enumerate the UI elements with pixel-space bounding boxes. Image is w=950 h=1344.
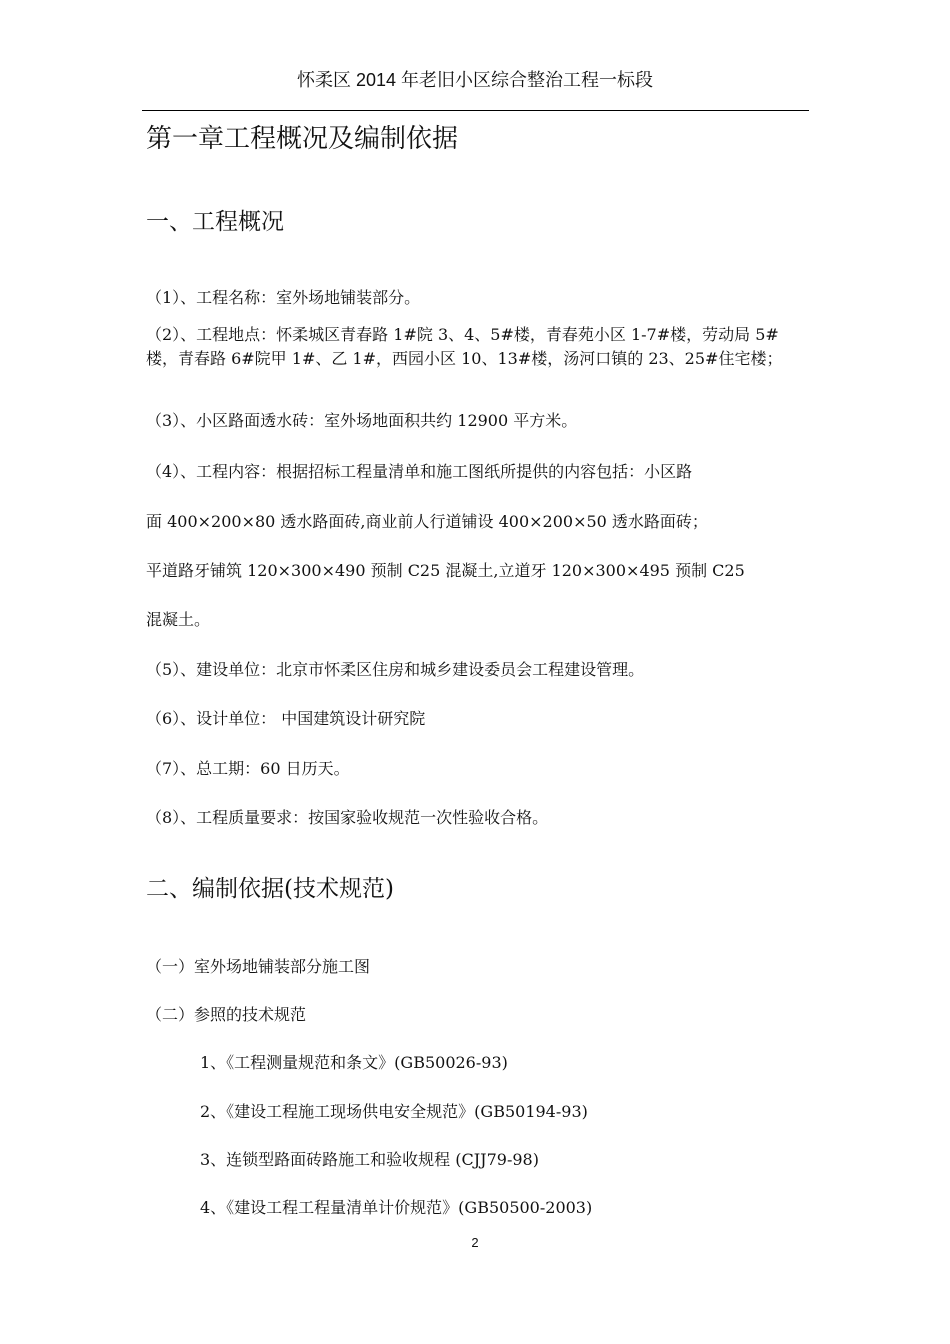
overview-item-7: （7）、总工期：60 日历天。 (146, 759, 350, 778)
overview-item-4-line-4: 混凝土。 (146, 610, 211, 629)
overview-item-4-line-3: 平道路牙铺筑 120×300×490 预制 C25 混凝土,立道牙 120×300×495 预制 C25 (146, 561, 745, 580)
section-title-overview: 一、工程概况 (146, 209, 284, 235)
overview-item-8: （8）、工程质量要求：按国家验收规范一次性验收合格。 (146, 808, 549, 827)
basis-item-1: （一）室外场地铺装部分施工图 (146, 957, 371, 976)
basis-item-2: （二）参照的技术规范 (146, 1005, 307, 1024)
overview-item-4-line-2: 面 400×200×80 透水路面砖,商业前人行道铺设 400×200×50 透水路面砖； (146, 512, 708, 531)
overview-item-6: （6）、设计单位： 中国建筑设计研究院 (146, 709, 426, 728)
spec-item-4: 4、《建设工程工程量清单计价规范》(GB50500-2003) (200, 1198, 593, 1217)
overview-item-2: （2）、工程地点：怀柔城区青春路 1#院 3、4、5#楼，青春苑小区 1-7#楼，劳动局 5#楼，青春路 6#院甲 1#、乙 1#，西园小区 10、13#楼，汤河口镇的 23、25#住宅楼； (146, 325, 783, 368)
overview-item-4: （4）、工程内容：根据招标工程量清单和施工图纸所提供的内容包括：小区路 (146, 462, 693, 481)
header-rule (142, 110, 809, 111)
spec-item-2: 2、《建设工程施工现场供电安全规范》(GB50194-93) (200, 1102, 588, 1121)
overview-item-5: （5）、建设单位：北京市怀柔区住房和城乡建设委员会工程建设管理。 (146, 660, 645, 679)
spec-item-1: 1、《工程测量规范和条文》(GB50026-93) (200, 1053, 508, 1072)
chapter-title: 第一章工程概况及编制依据 (146, 124, 459, 154)
spec-item-3: 3、连锁型路面砖路施工和验收规程 (CJJ79-98) (200, 1150, 539, 1169)
overview-item-3: （3）、小区路面透水砖：室外场地面积共约 12900 平方米。 (146, 411, 578, 430)
running-header: 怀柔区 2014 年老旧小区综合整治工程一标段 (296, 70, 654, 90)
section-title-basis: 二、编制依据(技术规范) (146, 876, 394, 902)
page-number: 2 (471, 1235, 479, 1250)
overview-item-1: （1）、工程名称：室外场地铺装部分。 (146, 288, 421, 307)
